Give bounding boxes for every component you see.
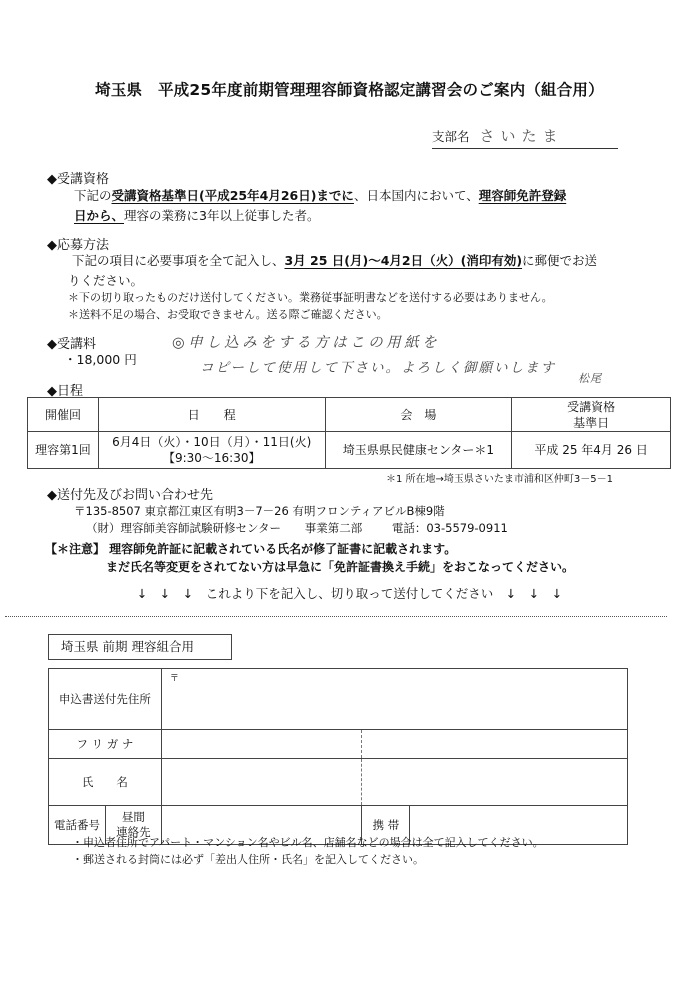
- form-row-name: [49, 759, 628, 806]
- contact-org: （財）理容師美容師試験研修センター: [86, 521, 282, 535]
- slip-notes: [72, 834, 544, 868]
- mobile-label: 携 帯: [362, 806, 410, 845]
- application-text-3: りください。: [68, 273, 144, 288]
- header-session: 開催回: [28, 398, 99, 432]
- branch-handwritten-value: さいたま: [479, 127, 564, 145]
- cell-venue: 埼玉県県民健康センター＊1: [325, 432, 512, 469]
- address-input[interactable]: [161, 669, 627, 730]
- contact-dept: 事業第二部: [304, 521, 363, 535]
- name-given-input[interactable]: [362, 759, 628, 806]
- warning-line-2: まだ氏名等変更をされてない方は早急に「免許証書換え手続」をおこなってください。: [106, 560, 575, 574]
- slip-label: 埼玉県 前期 理容組合用: [48, 634, 232, 660]
- header-base-date-line-2: 基準日: [573, 415, 610, 430]
- header-base-date-line-1: 受講資格: [567, 399, 616, 414]
- qualification-text-1: 下記の: [74, 188, 112, 203]
- warning-line-1: 【＊注意】 理容師免許証に記載されている氏名が修了証書に記載されます。: [45, 542, 457, 556]
- cell-dates-time: 【9:30～16:30】: [162, 451, 261, 465]
- schedule-header-row: [28, 398, 671, 432]
- handwritten-note-line-1: ◎申し込みをする方はこの用紙を: [172, 335, 441, 351]
- application-form: [48, 668, 628, 845]
- qualification-license-date: 理容師免許登録: [478, 188, 567, 203]
- application-notes: [68, 289, 668, 323]
- branch-name-field[interactable]: [432, 126, 618, 149]
- schedule-heading: ◆ 日程: [47, 380, 83, 399]
- fee-heading: ◆ 受講料: [47, 333, 96, 352]
- contact-phone: 電話：03-5579-0911: [391, 521, 508, 535]
- qualification-text-3: 理容の業務に3年以上従事した者。: [124, 208, 320, 223]
- fee-amount: ・18,000 円: [64, 352, 137, 367]
- slip-note-2: ・郵送される封筒には必ず「差出人住所・氏名」を記入してください。: [72, 853, 424, 866]
- slip-note-1: ・申込者住所でアパート・マンション名やビル名、店舗名などの場合は全て記入してください。: [72, 836, 544, 849]
- phone-label: 電話番号: [49, 806, 106, 845]
- table-row: [28, 432, 671, 469]
- name-family-input[interactable]: [161, 759, 362, 806]
- qualification-text: [74, 186, 634, 226]
- contact-org-line: [86, 520, 646, 537]
- header-dates: 日 程: [98, 398, 325, 432]
- application-text-1: 下記の項目に必要事項を全て記入し、: [71, 253, 285, 268]
- branch-label: 支部名: [432, 129, 470, 144]
- application-heading: ◆ 応募方法: [47, 234, 109, 253]
- header-base-date: [512, 398, 671, 432]
- venue-footnote: ＊1 所在地→埼玉県さいたま市浦和区仲町3－5－1: [386, 474, 614, 485]
- contact-address: 〒135-8507 東京都江東区有明3－7－26 有明フロンティアビルB棟9階: [74, 504, 445, 518]
- cell-dates-days: 6月4日（火）・10日（月）・11日(火): [112, 435, 312, 449]
- header-venue: 会 場: [325, 398, 512, 432]
- name-label: 氏 名: [49, 759, 162, 806]
- qualification-text-2: 、日本国内において、: [353, 188, 479, 203]
- application-note-2: ＊送料不足の場合、お受取できません。送る際ご確認ください。: [68, 308, 388, 321]
- address-label: 申込書送付先住所: [49, 669, 162, 730]
- document-title: 埼玉県 平成25年度前期管理理容師資格認定講習会のご案内（組合用）: [95, 81, 604, 99]
- furigana-given-input[interactable]: [362, 730, 628, 759]
- cell-session: 理容第1回: [28, 432, 99, 469]
- application-note-1: ＊下の切り取ったものだけ送付してください。業務従事証明書などを送付する必要はありません。: [68, 291, 553, 304]
- application-period: 3月 25 日(月)～4月2日（火）(消印有効): [284, 253, 523, 268]
- cell-dates: [98, 432, 325, 469]
- contact-heading: ◆ 送付先及びお問い合わせ先: [47, 484, 213, 503]
- form-row-furigana: [49, 730, 628, 759]
- qualification-heading: ◆ 受講資格: [47, 168, 109, 187]
- schedule-table: [27, 397, 671, 469]
- cut-instruction: ↓ ↓ ↓ これより下を記入し、切り取って送付してください ↓ ↓ ↓: [136, 586, 563, 601]
- qualification-license-date-cont: 日から、: [74, 208, 125, 223]
- application-text-2: に郵便でお送: [522, 253, 598, 268]
- postal-mark-icon: 〒: [169, 674, 179, 684]
- handwritten-note-line-2: コピーして使用して下さい。よろしく御願いします: [200, 360, 556, 376]
- daytime-label-1: 昼間: [121, 810, 145, 824]
- qualification-base-date: 受講資格基準日(平成25年4月26日)までに: [111, 188, 354, 203]
- daytime-label-2: 連絡先: [116, 825, 151, 839]
- cut-line: [5, 616, 667, 617]
- cell-base-date: 平成 25 年4月 26 日: [512, 432, 671, 469]
- furigana-label: フ リ ガ ナ: [49, 730, 162, 759]
- form-row-address: [49, 669, 628, 730]
- furigana-family-input[interactable]: [161, 730, 362, 759]
- handwritten-signature: 松尾: [578, 372, 602, 385]
- application-text: [68, 251, 668, 291]
